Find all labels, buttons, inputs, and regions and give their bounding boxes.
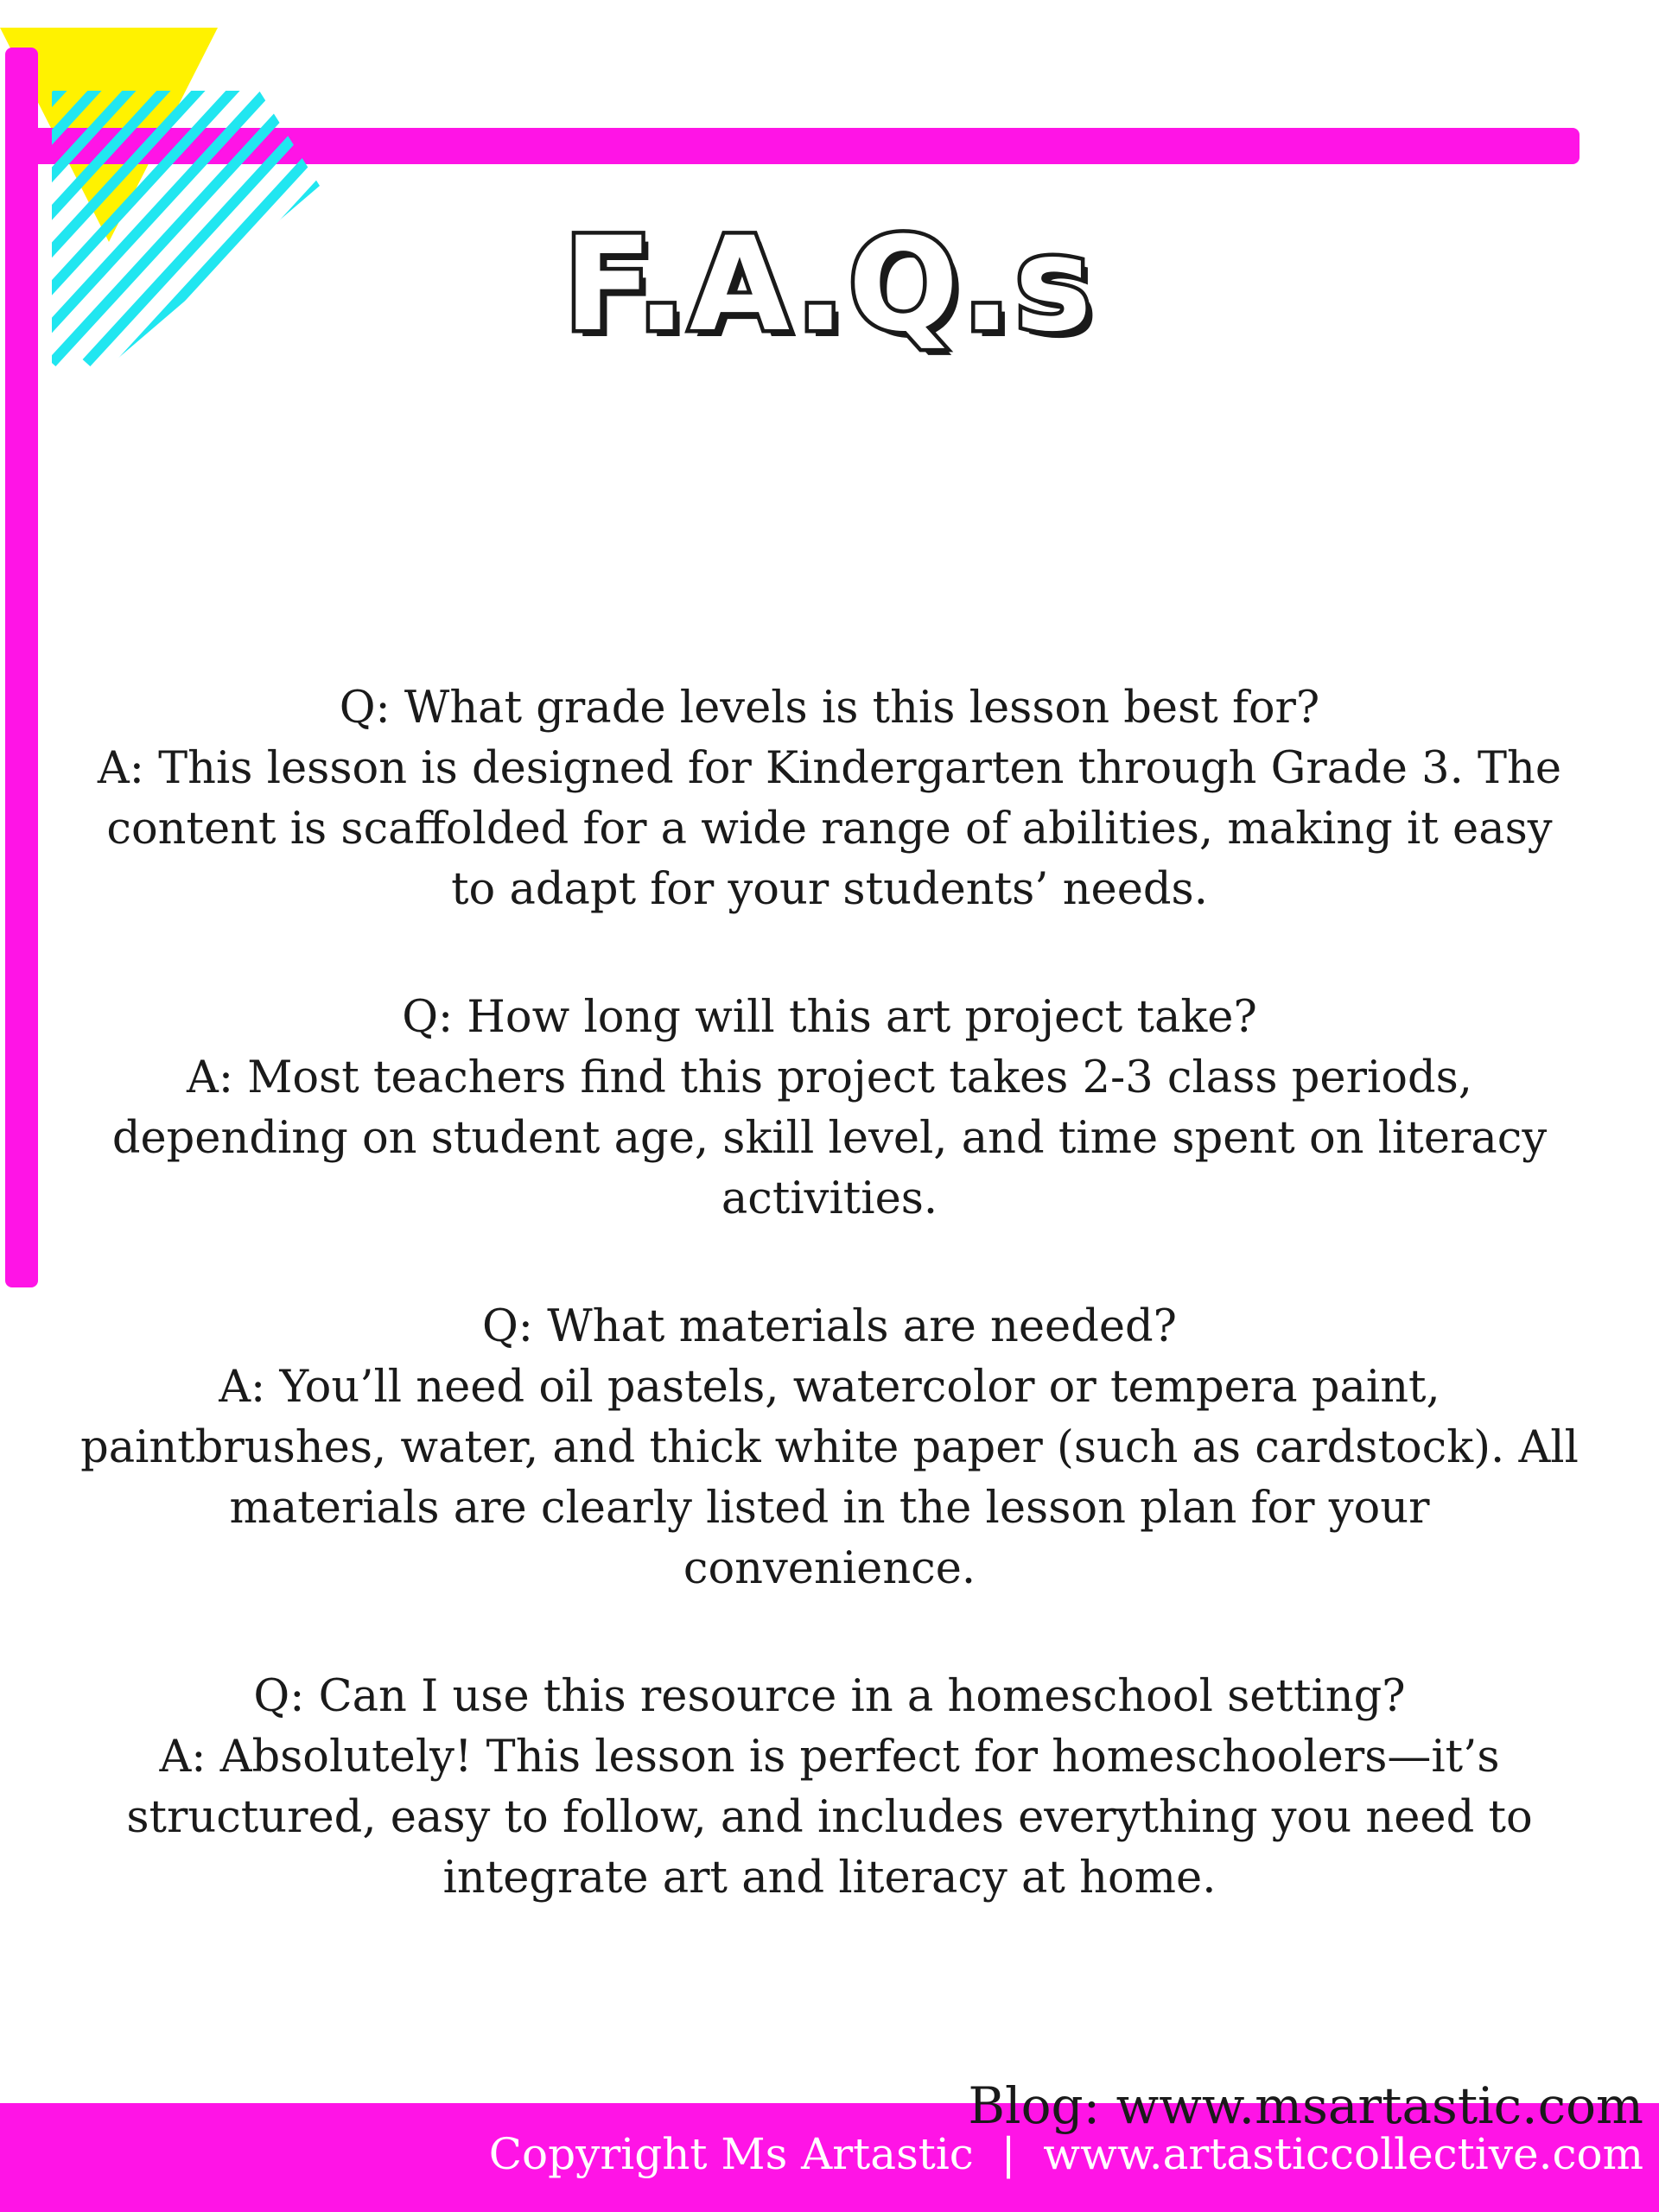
footer-copyright: Copyright Ms Artastic bbox=[488, 2129, 974, 2179]
faq-question: Q: What grade levels is this lesson best for? bbox=[339, 683, 1320, 734]
footer-credits bbox=[0, 2129, 1643, 2179]
footer-separator: | bbox=[1001, 2129, 1016, 2179]
footer-website-link[interactable]: www.artasticcollective.com bbox=[1043, 2129, 1643, 2179]
faq-item bbox=[78, 988, 1581, 1230]
faq-answer: A: This lesson is designed for Kindergarten through Grade 3. The content is scaffolded for a wide range of abilities, making it easy to adapt for your students’ needs. bbox=[97, 743, 1562, 915]
faq-answer: A: Most teachers find this project takes 2-3 class periods, depending on student age, skill level, and time spent on literacy activities. bbox=[111, 1052, 1548, 1224]
faq-list bbox=[78, 678, 1581, 1976]
page-title: F.A.Q.s bbox=[563, 210, 1096, 360]
faq-item bbox=[78, 1667, 1581, 1909]
faq-answer: A: Absolutely! This lesson is perfect for homeschoolers—it’s structured, easy to follow, and includes everything you need to integrate art and literacy at home. bbox=[126, 1732, 1533, 1904]
faq-question: Q: How long will this art project take? bbox=[402, 992, 1257, 1043]
faq-answer: A: You’ll need oil pastels, watercolor or tempera paint, paintbrushes, water, and thick white paper (such as cardstock). All materials are clearly listed in the lesson plan for your convenience. bbox=[80, 1362, 1579, 1594]
faq-item bbox=[78, 678, 1581, 920]
faq-question: Q: What materials are needed? bbox=[481, 1301, 1178, 1352]
faq-item bbox=[78, 1297, 1581, 1599]
yellow-triangle bbox=[0, 28, 218, 242]
footer-blog-link[interactable]: Blog: www.msartastic.com bbox=[968, 2076, 1643, 2135]
faq-question: Q: Can I use this resource in a homeschool setting? bbox=[253, 1671, 1406, 1722]
top-magenta-bar bbox=[7, 128, 1580, 164]
